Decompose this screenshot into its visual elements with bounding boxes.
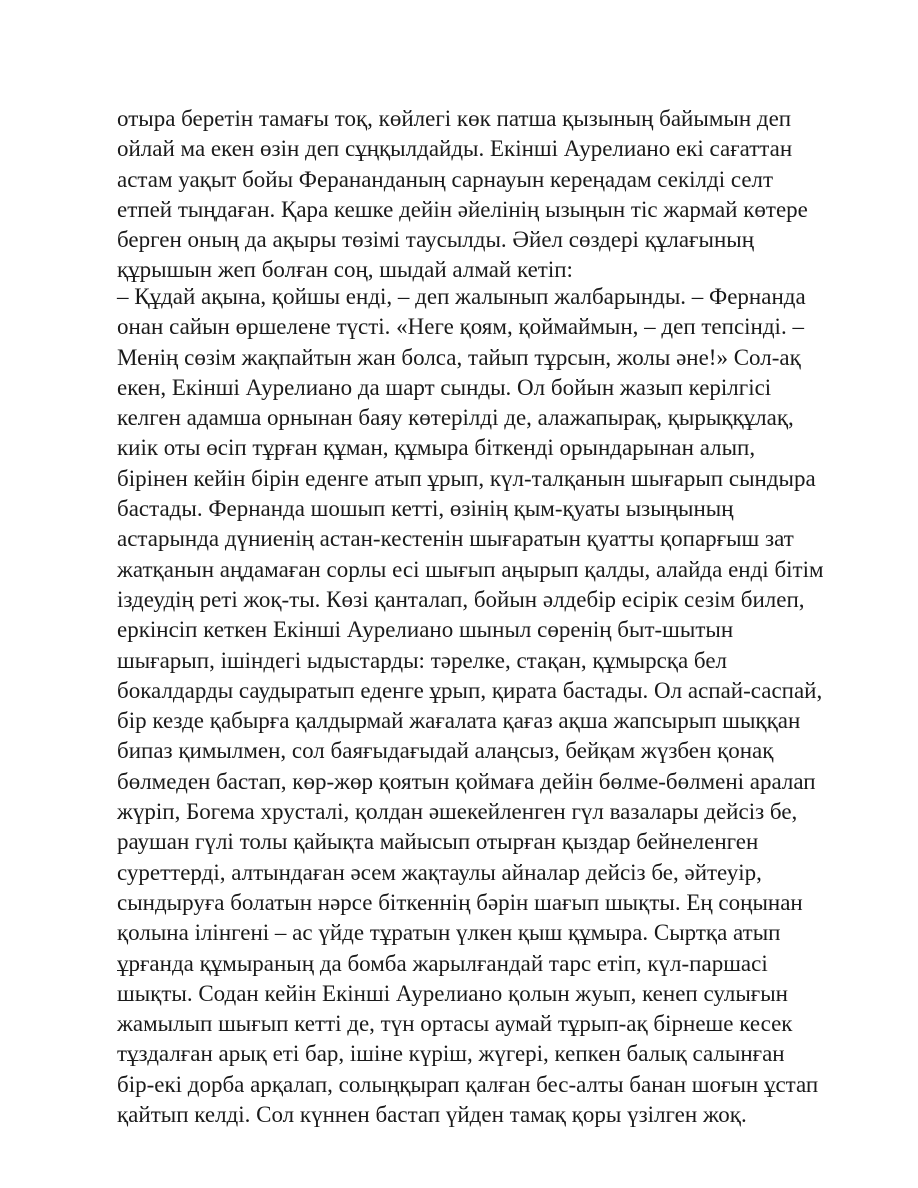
text-line: сындыруға болатын нәрсе біткеннің бәрін шағып шықты. Ең соңынан [117, 889, 803, 915]
text-line: бөлмеден бастап, көр-жөр қоятын қоймаға дейін бөлме-бөлмені аралап [117, 768, 816, 794]
text-line: еркінсіп кеткен Екінші Аурелиано шыныл сөренің быт-шытын [117, 617, 734, 643]
paragraph-2 [117, 282, 824, 1130]
text-line: суреттерді, алтындаған әсем жақтаулы айналар дейсіз бе, әйтеуір, [117, 859, 762, 885]
paragraph-1 [117, 104, 817, 286]
text-line: іздеудің реті жоқ-ты. Көзі қанталап, бойын әлдебір есірік сезім билеп, [117, 586, 805, 612]
text-line: қайтып келді. Сол күннен бастап үйден тамақ қоры үзілген жоқ. [117, 1102, 747, 1128]
text-line: тұздалған арық еті бар, ішіне күріш, жүгері, кепкен балық салынған [117, 1041, 785, 1067]
text-line: – Құдай ақына, қойшы енді, – деп жалынып жалбарынды. – Фернанда [117, 284, 806, 309]
text-line: бір кезде қабырға қалдырмай жағалата қағаз ақша жапсырып шыққан [117, 708, 801, 734]
text-line: құрышын жеп болған соң, шыдай алмай кетіп: [117, 257, 573, 283]
text-line: онан сайын өршелене түсті. «Неге қоям, қоймаймын, – деп тепсінді. – [117, 314, 804, 340]
text-line: Менің сөзім жақпайтын жан болса, тайып тұрсын, жолы әне!» Сол-ақ [117, 344, 801, 370]
text-line: шығарып, ішіндегі ыдыстарды: тәрелке, стақан, құмырсқа бел [117, 647, 728, 673]
text-line: берген оның да ақыры төзімі таусылды. Әйел сөздері құлағының [117, 227, 755, 253]
text-line: астам уақыт бойы Ферананданың сарнауын кереңадам секілді селт [117, 166, 774, 192]
text-line: бокалдарды саудыратып еденге ұрып, қирата бастады. Ол аспай-саспай, [117, 677, 823, 703]
text-line: отыра беретін тамағы тоқ, көйлегі көк патша қызының байымын деп [117, 106, 792, 131]
text-line: қолына ілінгені – ас үйде тұратын үлкен қыш құмыра. Сыртқа атып [117, 920, 781, 946]
text-line: бірінен кейін бірін еденге атып ұрып, күл-талқанын шығарып сындыра [117, 465, 816, 491]
text-line: етпей тыңдаған. Қара кешке дейін әйелінің ызыңын тіс жармай көтере [117, 196, 808, 222]
text-line: ойлай ма екен өзін деп сұңқылдайды. Екінші Аурелиано екі сағаттан [117, 136, 793, 162]
text-line: бір-екі дорба арқалап, солыңқырап қалған бес-алты банан шоғын ұстап [117, 1071, 819, 1097]
text-line: бипаз қимылмен, сол баяғыдағыдай алаңсыз, бейқам жүзбен қонақ [117, 738, 774, 764]
text-line: екен, Екінші Аурелиано да шарт сынды. Ол бойын жазып керілгісі [117, 374, 772, 400]
text-line: астарында дүниенің астан-кестенін шығаратын қуатты қопарғыш зат [117, 526, 794, 552]
text-line: жамылып шығып кетті де, түн ортасы аумай тұрып-ақ бірнеше кесек [117, 1011, 793, 1037]
text-line: бастады. Фернанда шошып кетті, өзінің қым-қуаты ызыңының [117, 496, 734, 522]
text-line: жатқанын аңдамаған сорлы есі шығып аңырып қалды, алайда енді бітім [117, 556, 824, 582]
text-line: шықты. Содан кейін Екінші Аурелиано қолын жуып, кенеп сулығын [117, 980, 788, 1006]
text-line: раушан гүлі толы қайықта майысып отырған қыздар бейнеленген [117, 829, 759, 855]
text-line: келген адамша орнынан баяу көтерілді де, алажапырақ, қырыққұлақ, [117, 405, 794, 431]
text-line: ұрғанда құмыраның да бомба жарылғандай тарс етіп, күл-паршасі [117, 950, 768, 976]
text-line: киік оты өсіп тұрған құман, құмыра біткенді орындарынан алып, [117, 435, 756, 461]
text-line: жүріп, Богема хрусталі, қолдан әшекейленген гүл вазалары дейсіз бе, [117, 799, 798, 825]
